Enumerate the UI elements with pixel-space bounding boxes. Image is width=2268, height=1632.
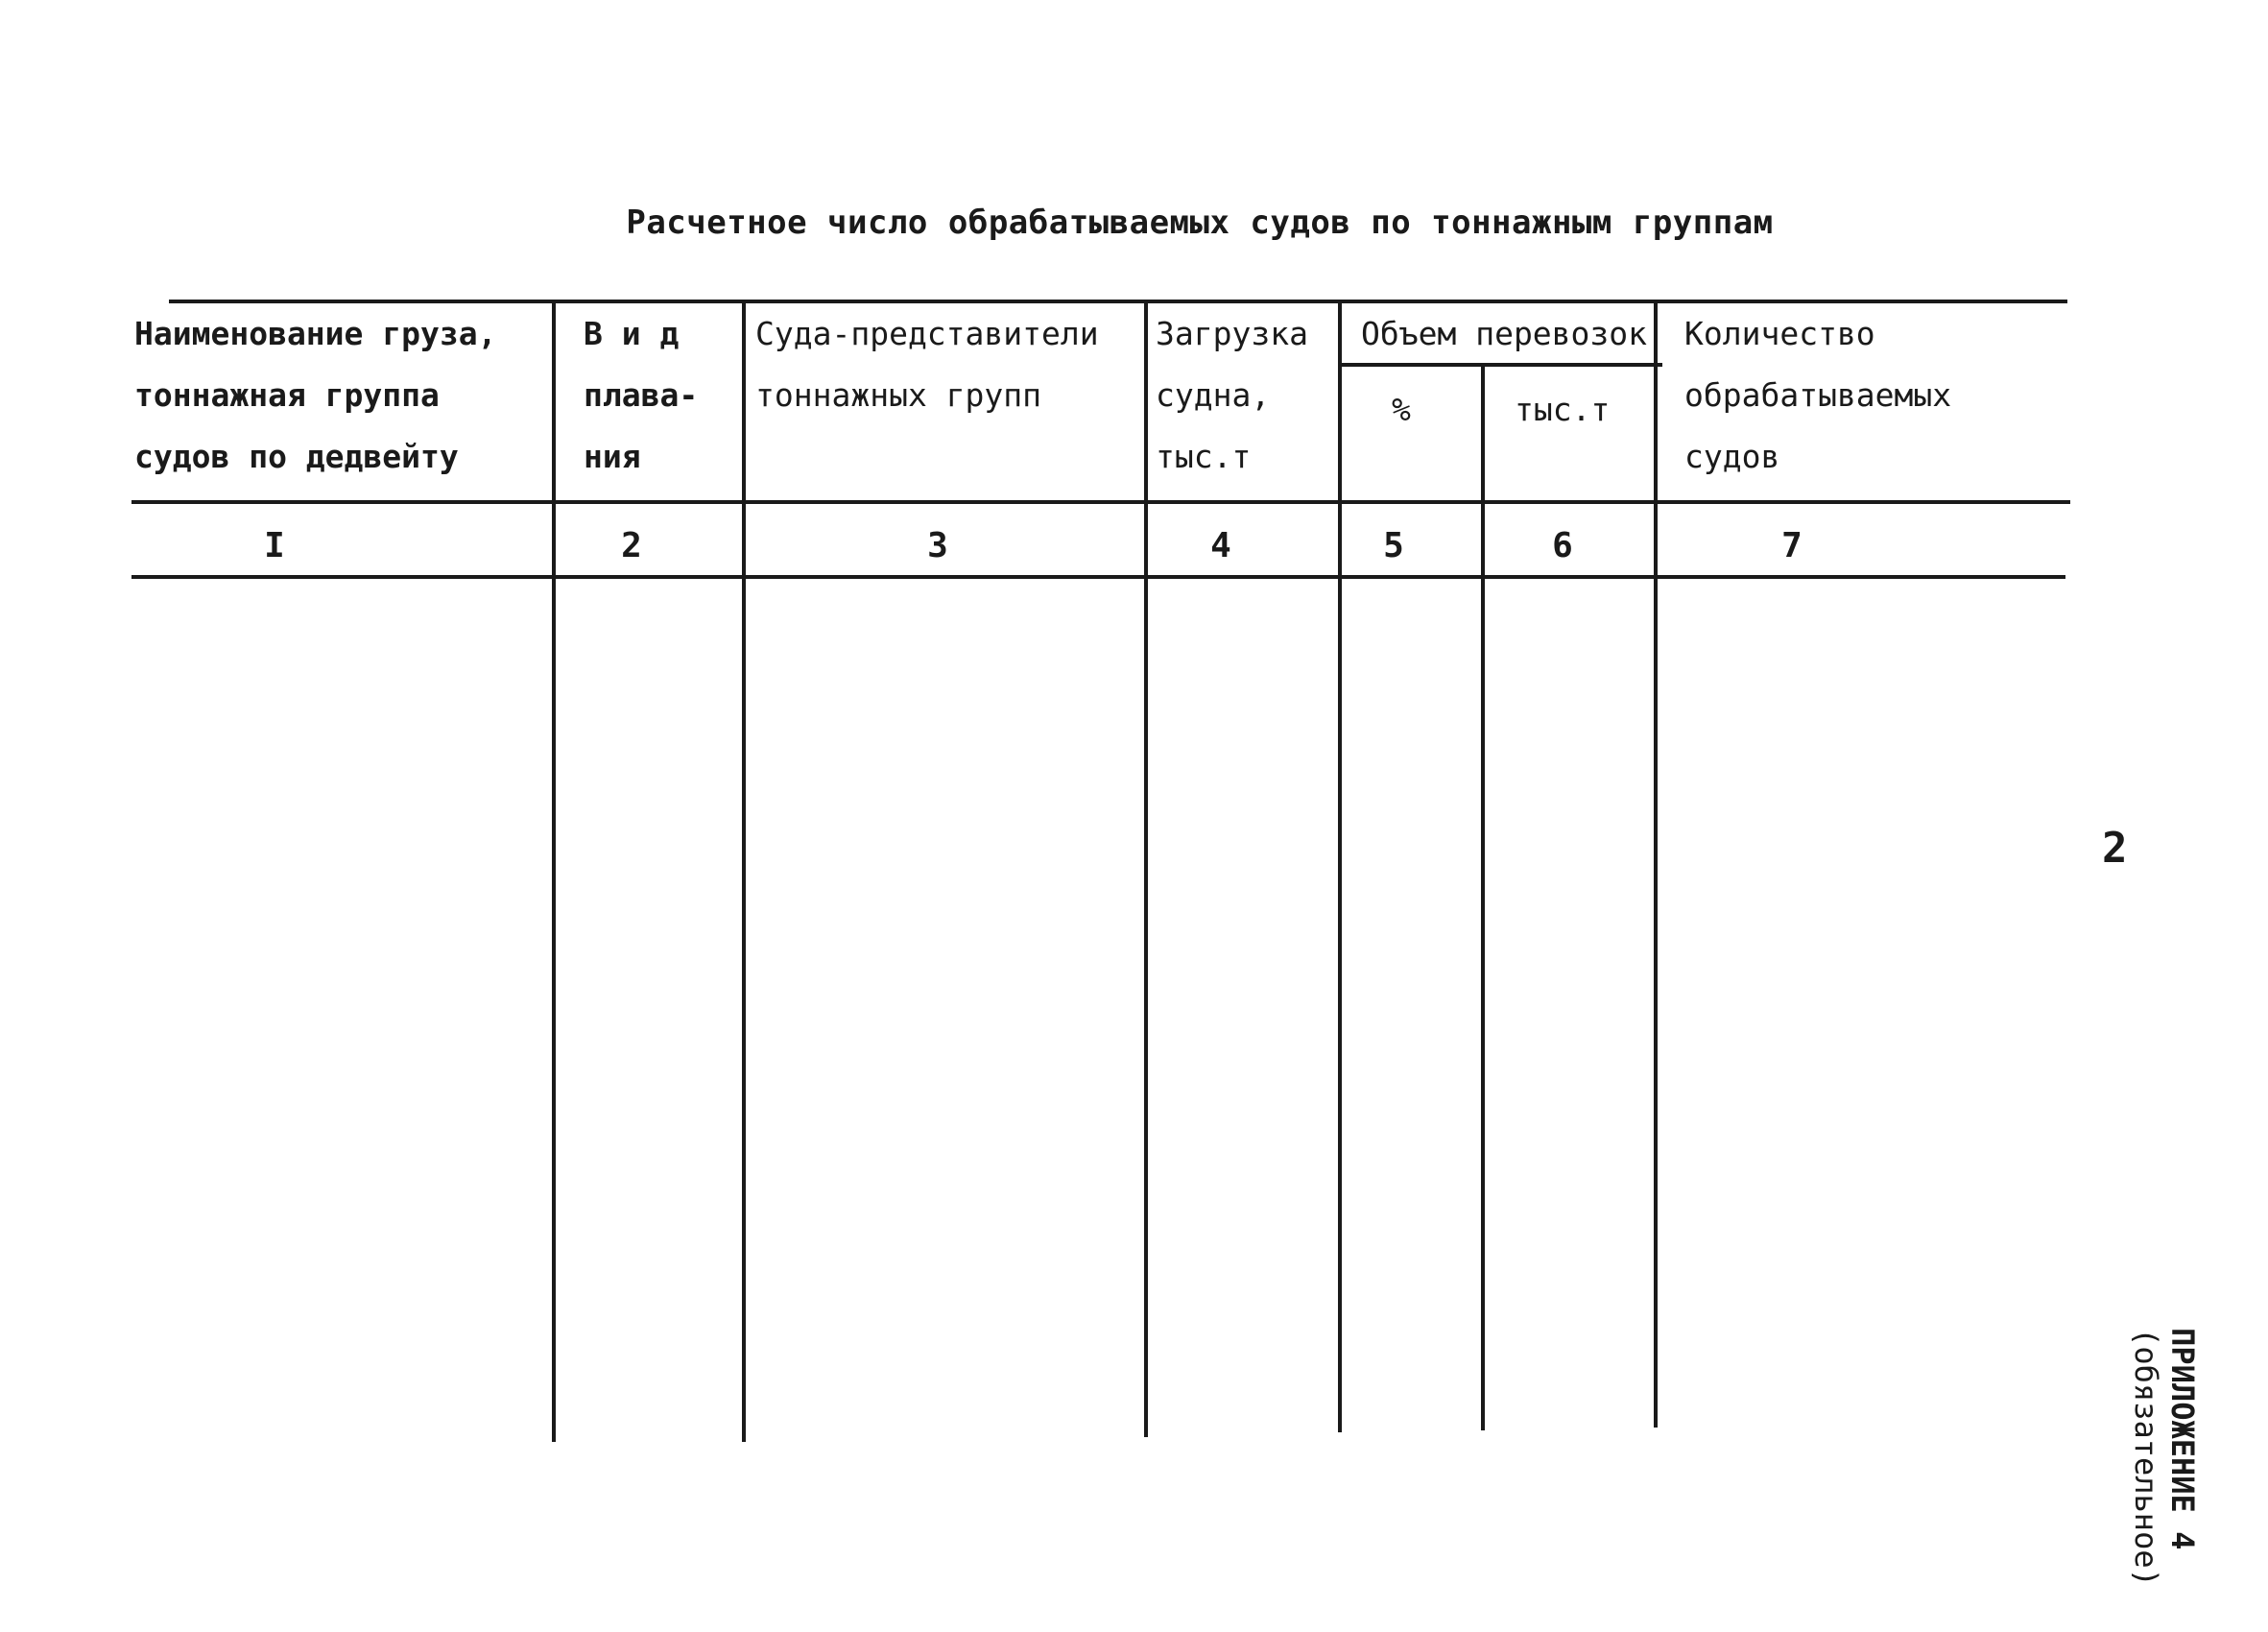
header-volume-percent: % xyxy=(1392,391,1411,428)
appendix-status: (обязательное) xyxy=(2127,1328,2164,1587)
column-number-6: 6 xyxy=(1552,526,1573,565)
appendix-label: ПРИЛОЖЕНИЕ 4 xyxy=(2163,1328,2201,1550)
header-navigation-type: В и д плава- ния xyxy=(584,315,699,475)
header-volume-thousand-tons: тыс.т xyxy=(1515,391,1611,428)
appendix-note xyxy=(2128,1328,2201,1587)
column-divider-4 xyxy=(1338,300,1342,1432)
header-representative-vessels: Суда-представители тоннажных групп xyxy=(755,315,1099,414)
column-number-5: 5 xyxy=(1383,526,1404,565)
header-vessel-load: Загрузка судна, тыс.т xyxy=(1156,315,1308,475)
column-divider-1 xyxy=(552,300,556,1442)
column-divider-3 xyxy=(1144,300,1148,1437)
column-number-2: 2 xyxy=(621,526,642,565)
column-number-7: 7 xyxy=(1781,526,1802,565)
column-divider-5 xyxy=(1481,363,1485,1430)
column-number-1: I xyxy=(264,526,285,565)
column-divider-2 xyxy=(742,300,746,1442)
column-divider-6 xyxy=(1654,300,1658,1428)
page-number: 2 xyxy=(2102,824,2128,873)
page-title: Расчетное число обрабатываемых судов по тоннажным группам xyxy=(626,204,1774,242)
header-transport-volume: Объем перевозок xyxy=(1361,315,1648,352)
column-number-3: 3 xyxy=(927,526,948,565)
header-cargo-name: Наименование груза, тоннажная группа судов по дедвейту xyxy=(134,315,497,475)
header-bottom-border xyxy=(131,500,2070,504)
column-number-4: 4 xyxy=(1210,526,1231,565)
numbers-row-bottom-border xyxy=(131,575,2065,579)
header-vessel-count: Количество обрабатываемых судов xyxy=(1684,315,1952,475)
